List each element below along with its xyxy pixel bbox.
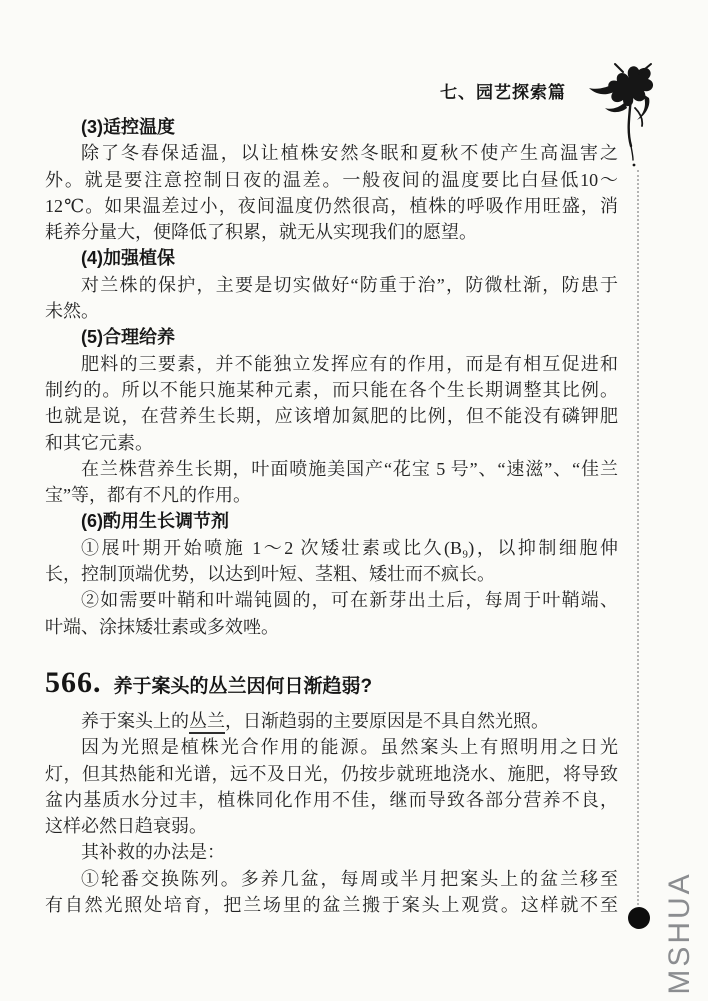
text-line: 宝”等，都有不凡的作用。 xyxy=(45,485,251,506)
text-line: ①轮番交换陈列。多养几盆，每周或半月把案头上的盆兰移至 xyxy=(81,868,618,889)
text-line: 长，控制顶端优势，以达到叶短、茎粗、矮壮而不疯长。 xyxy=(45,564,495,585)
text-line: 制约的。所以不能只施某种元素，而只能在各个生长期调整其比例。 xyxy=(45,379,618,400)
page-marker-dot xyxy=(628,907,650,929)
emphasized-term: 丛兰 xyxy=(189,711,225,734)
question-number: 566. xyxy=(45,665,102,699)
text-line: 除了冬春保适温，以让植株安然冬眠和夏秋不使产生高温害之 xyxy=(81,143,618,164)
section-heading-3: (3)适控温度 xyxy=(81,117,175,137)
text-run: ，日渐趋弱的主要原因是不具自然光照。 xyxy=(225,710,549,731)
page-edge-dotted-line xyxy=(637,170,639,905)
text-line: 肥料的三要素，并不能独立发挥应有的作用，而是有相互促进和 xyxy=(81,353,618,374)
text-run: 养于案头上的 xyxy=(81,710,189,731)
text-line: 外。就是要注意控制日夜的温差。一般夜间的温度要比白昼低10～ xyxy=(45,169,618,190)
text-line: 也就是说，在营养生长期，应该增加氮肥的比例，但不能没有磷钾肥 xyxy=(45,406,618,427)
text-line: 叶端、涂抹矮壮素或多效唑。 xyxy=(45,616,279,637)
text-line xyxy=(45,708,618,734)
watermark-text: MSHUA xyxy=(663,871,696,995)
text-line: 对兰株的保护，主要是切实做好“防重于治”，防微杜渐，防患于 xyxy=(81,274,618,295)
text-line: 这样必然日趋衰弱。 xyxy=(45,816,207,837)
text-column xyxy=(45,114,618,918)
text-line: 和其它元素。 xyxy=(45,432,153,453)
section-heading-4: (4)加强植保 xyxy=(81,248,175,269)
text-line: 12℃。如果温差过小，夜间温度仍然很高，植株的呼吸作用旺盛，消 xyxy=(45,195,618,216)
text-line: 有自然光照处培育，把兰场里的盆兰搬于案头上观赏。这样就不至 xyxy=(45,895,618,916)
question-heading xyxy=(45,666,618,700)
text-line: 因为光照是植株光合作用的能源。虽然案头上有照明用之日光 xyxy=(81,737,618,758)
text-line: ②如需要叶鞘和叶端钝圆的，可在新芽出土后，每周于叶鞘端、 xyxy=(81,590,618,611)
question-title: 养于案头的丛兰因何日渐趋弱? xyxy=(113,675,373,697)
running-head: 七、园艺探索篇 xyxy=(440,83,566,102)
text-line: 灯，但其热能和光谱，远不及日光，仍按步就班地浇水、施肥，将导致 xyxy=(45,763,618,784)
section-heading-6: (6)酌用生长调节剂 xyxy=(81,511,229,532)
section-heading-5: (5)合理给养 xyxy=(81,327,175,348)
text-line: 盆内基质水分过丰，植株同化作用不佳，继而导致各部分营养不良， xyxy=(45,789,618,810)
text-line: 其补救的办法是： xyxy=(81,842,225,863)
text-line: ①展叶期开始喷施 1～2 次矮壮素或比久(B₉)，以抑制细胞伸 xyxy=(81,537,618,558)
text-line: 未然。 xyxy=(45,301,99,322)
text-line: 在兰株营养生长期，叶面喷施美国产“花宝 5 号”、“速滋”、“佳兰 xyxy=(81,458,618,479)
text-line: 耗养分量大，便降低了积累，就无从实现我们的愿望。 xyxy=(45,222,477,243)
